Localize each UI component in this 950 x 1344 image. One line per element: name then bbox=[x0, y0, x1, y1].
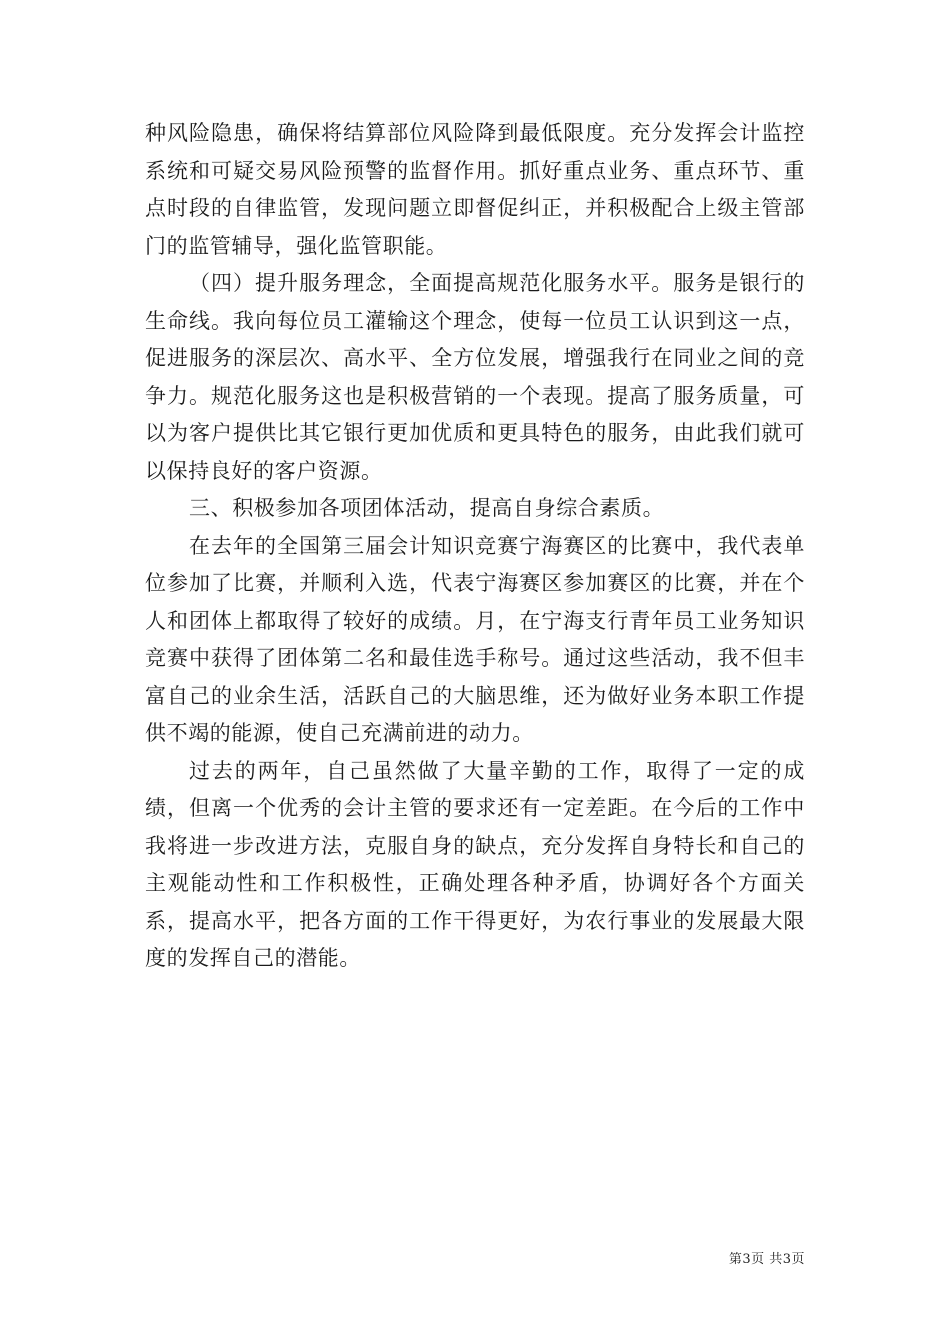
paragraph-conclusion: 过去的两年，自己虽然做了大量辛勤的工作，取得了一定的成绩，但离一个优秀的会计主管的要求还有一定差距。在今后的工作中我将进一步改进方法，克服自身的缺点，充分发挥自身特长和自己的主观能动性和工作积极性，正确处理各种矛盾，协调好各个方面关系，提高水平，把各方面的工作干得更好，为农行事业的发展最大限度的发挥自己的潜能。 bbox=[145, 758, 805, 970]
paragraph-competition-results: 在去年的全国第三届会计知识竞赛宁海赛区的比赛中，我代表单位参加了比赛，并顺利入选，代表宁海赛区参加赛区的比赛，并在个人和团体上都取得了较好的成绩。月，在宁海支行青年员工业务知识竞赛中获得了团体第二名和最佳选手称号。通过这些活动，我不但丰富自己的业余生活，活跃自己的大脑思维，还为做好业务本职工作提供不竭的能源，使自己充满前进的动力。 bbox=[145, 533, 805, 745]
document-body bbox=[145, 115, 805, 978]
paragraph-risk-supervision: 种风险隐患，确保将结算部位风险降到最低限度。充分发挥会计监控系统和可疑交易风险预警的监督作用。抓好重点业务、重点环节、重点时段的自律监管，发现问题立即督促纠正，并积极配合上级主管部门的监管辅导，强化监管职能。 bbox=[145, 121, 805, 258]
page-number-footer: 第3页 共3页 bbox=[728, 1252, 805, 1267]
paragraph-service-quality: （四）提升服务理念，全面提高规范化服务水平。服务是银行的生命线。我向每位员工灌输这个理念，使每一位员工认识到这一点，促进服务的深层次、高水平、全方位发展，增强我行在同业之间的竞争力。规范化服务这也是积极营销的一个表现。提高了服务质量，可以为客户提供比其它银行更加优质和更具特色的服务，由此我们就可以保持良好的客户资源。 bbox=[145, 271, 805, 483]
section-heading-team-activities: 三、积极参加各项团体活动，提高自身综合素质。 bbox=[189, 496, 665, 520]
